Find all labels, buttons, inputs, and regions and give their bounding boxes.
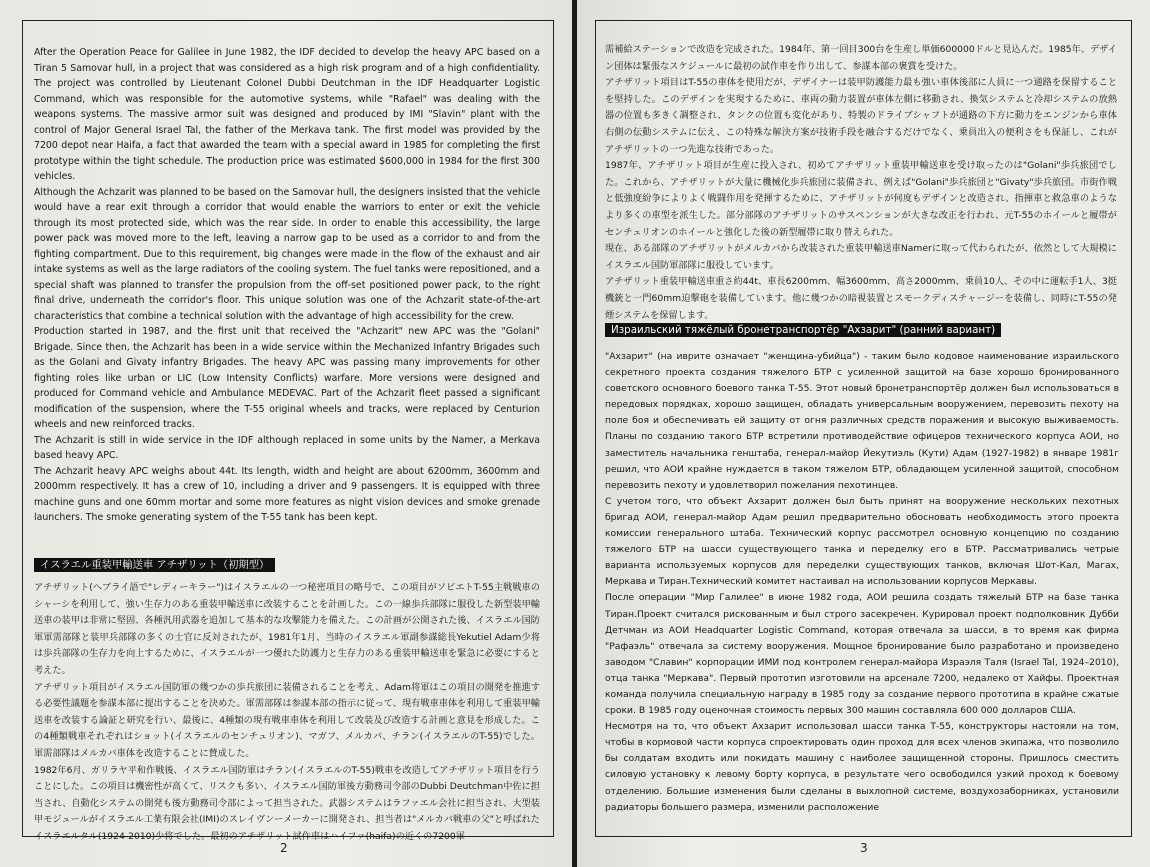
page-number-left: 2 [280, 841, 288, 855]
right-page [577, 0, 1150, 867]
russian-text-column [605, 349, 1119, 816]
japanese-paragraph: 1987年、アチザリット項目が生産に投入され、初めてアチザリット重装甲輸送車を受け取ったのは"Golani"歩兵旅団でした。これから、アチザリットが大量に機械化歩兵旅団に装備され、例えば"Golani"歩兵旅団と"Givaty"歩兵旅団。市街作戦と低強度紛争によりよく戦闘作用を発揮するために、アチザリットが何度もデザインと改造され、指揮車と救急車のようなより多くの車型を派生した。部分部隊のアチザリットのサスペンションが大きな改正を行われ、元T-55のホイールと履帯がセンチュリオンのホイールと強化した後の新型履帯に取り替えられた。 [605, 160, 1117, 238]
page-number-right: 3 [860, 841, 868, 855]
english-text-column [34, 45, 540, 526]
russian-paragraph: С учетом того, что объект Ахзарит должен был быть принят на вооружение нескольких пехотных бригад АОИ, генерал-майор Адам решил предварительно обосновать необходимость этого проекта комиссии генерального штаба. Технический корпус рассмотрел основную концепцию по созданию тяжелого БТР на шасси существующего танка и переделку его в БТР. Рассматривались четрые варианта используемых корпусов для переделки существующих танков, включая Шот-Кал, Магах, Меркава и Тиран.Технический комитет настаивал на использовании корпусов Меркавы. [605, 495, 1119, 588]
japanese-paragraph: アチザリット重装甲輸送車重さ約44t、車長6200mm、幅3600mm、高さ2000mm、乗員10人、その中に運転手1人、3挺機銃と一門60mm迫撃砲を装備しています。他に幾つかの暗視装置とスモークディスチャージーを装備し、同時にT-55の発煙システムを保留します。 [605, 276, 1117, 321]
japanese-section-heading: イスラエル重装甲輸送車 アチザリット（初期型） [34, 558, 275, 572]
japanese-text-column [34, 580, 540, 846]
japanese-text-column-continued [605, 42, 1117, 324]
english-paragraph: After the Operation Peace for Galilee in June 1982, the IDF decided to develop the heavy APC based on a Tiran 5 Samovar hull, in a project that was considered as a high risk program and of a high confidentiality. The project was controlled by Lieutenant Colonel Dubbi Deutchman in the IDF Headquarter Logistic Command, which was responsible for the automotive systems, while "Rafael" was dealing with the weapons systems. The massive armor suit was designed and produced by IMI "Slavin" plant with the control of Major General Israel Tal, the father of the Merkava tank. The first model was provided by the 7200 depot near Haifa, a fact that awarded the team with a special award in 1985 for completing the first prototype within the tight schedule. The production price was estimated $600,000 in 1984 for the first 300 vehicles. [34, 47, 540, 182]
japanese-paragraph: 需補給ステーションで改造を完成された。1984年、第一回目300台を生産し単価600000ドルと見込んだ。1985年、デザイン団体は緊張なスケジュールに最初の試作車を作り出して、参謀本部の褒賞を受けた。 [605, 44, 1117, 72]
japanese-paragraph: アチザリット(ヘブライ語で"レディーキラー")はイスラエルの一つ秘密項目の略号で、この項目がソビエトT-55主戦戦車のシャーシを利用して、強い生存力のある重装甲輸送車に改装することを計画した。この一線歩兵部隊に服役した新型装甲輸送車の装甲は非常に堅固、各種汎用武器を追加して基本的な攻撃能力を備えた。この計画が公開された後、イスラエル国防軍軍需部隊と装甲兵部隊の多くの士官に反対されたが、1981年1月、当時のイスラエル軍副参謀総長Yekutiel Adam少将は歩兵部隊の生存力を向上するために、イスラエルが一つ優れた防護力と生存力のある重装甲輸送車を緊急に必要にすると考えた。 [34, 582, 540, 676]
english-paragraph: The Achzarit heavy APC weighs about 44t. Its length, width and height are about 6200mm, 3600mm and 2000mm respectively. It has a crew of 10, including a driver and 9 passengers. It is equipped with three machine guns and one 60mm mortar and some more features as night vision devices and smoke grenade launchers. The smoke generating system of the T-55 tank has been kept. [34, 465, 540, 523]
russian-paragraph: "Ахзарит" (на иврите означает "женщина-убийца") - таким было кодовое наименование израильского секретного проекта создания тяжелого БТР с усиленной защитой на базе хорошо бронированного советского основного боевого танка Т-55. Этот новый бронетранспортёр должен был использоваться в передовых порядках, хорошо защищен, обладать универсальным вооружением, перевозить пехоту на поле боя и обеспечивать ей защиту от огня различных средств поражения и высокую выживаемость. Планы по созданию такого БТР встретили противодействие офицеров технического корпуса АОИ, но заместитель начальника генштаба, генерал-майор Йекутиэль (Кути) Адам (1927-1982) в январе 1981г решил, что АОИ крайне нуждается в таком тяжелом БТР, обладающем усиленной защитой, способном перевозить пехоту и удовлетворил пожелания пехотинцев. [605, 351, 1119, 491]
japanese-paragraph: アチザリット項目がイスラエル国防軍の幾つかの歩兵旅団に装備されることを考え、Adam将軍はこの項目の開発を推進する必要性議題を参謀本部に提出することを決めた。軍需部隊は参謀本部の指示に従って、現有戦車車体を利用して重装甲輸送車を改装する論証と研究を行い、最後に、4種類の現有戦車車体を利用して改装及び改造する計画と意見を形成した。この4種類戦車それぞれはショット(イスラエルのセンチュリオン)、マガフ、メルカバ、チラン(イスラエルのT-55)でした。軍需部隊はメルカバ車体を改造することに賛成した。 [34, 681, 540, 759]
japanese-paragraph: 1982年6月、ガリラヤ平和作戦後、イスラエル国防軍はチラン(イスラエルのT-55)戦車を改造してアチザリット項目を行うことにした。この項目は機密性が高くて、リスクも多い、イスラエル国防軍後方動務司令部のDubbi Deutchman中佐に担当され、自動化システムの開発も後方動務司令部によって担当された。武器システムはラファエル会社に担当され、大型装甲モジュールがイスラエル工業有限会社(IMI)のスレイヴンーメーカーに開発され、担当者は"メルカバ戦車の父"と呼ばれたイスラエルタル(1924-2010)少将でした。最初のアチザリット試作車はハイファ(haifa)の近くの7200軍 [34, 764, 540, 842]
english-paragraph: The Achzarit is still in wide service in the IDF although replaced in some units by the Namer, a Merkava based heavy APC. [34, 434, 540, 461]
russian-paragraph: После операции "Мир Галилее" в июне 1982 года, АОИ решила создать тяжелый БТР на базе танка Тиран.Проект считался рискованным и был строго засекречен. Курировал проект подполковник Дубби Детчман из АОИ Headquarter Logistic Command, которая отвечала за шасси, в то время как фирма "Рафаэль" отвечала за систему вооружения. Мощное бронирование было разработано и произведено заводом "Славин" корпорации ИМИ под контролем генерал-майора Израэля Таля (Israel Tal, 1924–2010), отца танка "Меркава". Первый прототип изготовили на арсенале 7200, недалеко от Хайфы. Проектная команда получила специальную награду в 1985 году за создание первого прототипа в крайне сжатые сроки. В 1985 году оценочная стоимость первых 300 машин составляла 600 000 долларов США. [605, 592, 1119, 717]
english-paragraph: Production started in 1987, and the first unit that received the "Achzarit" new APC was the "Golani" Brigade. Since then, the Achzarit has been in a wide service within the Mechanized Infantry Brigades such as the Golani and Givaty infantry Brigades. The heavy APC was passing many improvements for other fighting roles like urban or LIC (Low Intensity Conflicts) warfare. More versions were designed and produced for Command vehicle and Ambulance MEDEVAC. Part of the Achzarit fleet passed a significant modification of the suspension, where the T-55 original wheels and tracks, were replaced by Centurion wheels and new reinforced tracks. [34, 326, 540, 430]
japanese-paragraph: アチザリット項目はT-55の車体を使用だが、デザイナーは装甲防護能力最も強い車体後部に人員に一つ通路を保留することを堅持した。このデザインを実現するために、車両の動力装置が車体左側に移動され、換気システムと冷却システムの放熱器の位置も多きく調整され、タンクの位置も変化があり、特製のドライブシャフトが通路の下方に動力をエンジンから車体右側の伝動システムに伝え、この特殊な解決方案が技術手段を融合するだけでなく、乗員出入の便利さをも保証し、これがアチザリットの一つ先進な技術であった。 [605, 77, 1117, 155]
english-paragraph: Although the Achzarit was planned to be based on the Samovar hull, the designers insisted that the vehicle would have a rear exit through a corridor that would enable the warriors to enter or exit the vehicle through its most protected side, which was the rear side. In order to enable this accessibility, the large power pack was moved more to the left, leaving a narrow gap to be used as a corridor to and from the fighting compartment. Due to this requirement, big changes were made in the flow of the exhaust and air intake systems as well as the large radiators of the cooling system. The fuel tanks were repositioned, and a special shaft was planned to transfer the propulsion from the off-set positioned power pack, to the right final drive, underneath the corridor's floor. This unique solution was one of the Achzarit state-of-the-art characteristics that combine a technical solution with the advantage of high accessibility for the crew. [34, 186, 540, 322]
russian-paragraph: Несмотря на то, что объект Ахзарит использовал шасси танка Т-55, конструкторы настояли на том, чтобы в кормовой части корпуса спроектировать один проход для всех членов экипажа, что позволило бы солдатам входить или покидать машину с наиболее защищенной стороны. Пришлось сместить силовую установку к левому борту корпуса, в результате чего освободился узкий проход к боевому отделению. Большие изменения были сделаны в выхлопной системе, воздухозаборниках, установили радиаторы большего размера, изменили расположение [605, 721, 1119, 813]
left-page [0, 0, 572, 867]
russian-section-heading: Израильский тяжёлый бронетранспортёр "Ахзарит" (ранний вариант) [605, 323, 1001, 337]
japanese-paragraph: 現在、ある部隊のアチザリットがメルカバから改装された重装甲輸送車Namerに取って代わられたが、依然として大規模にイスラエル国防軍部隊に服役しています。 [605, 243, 1117, 271]
